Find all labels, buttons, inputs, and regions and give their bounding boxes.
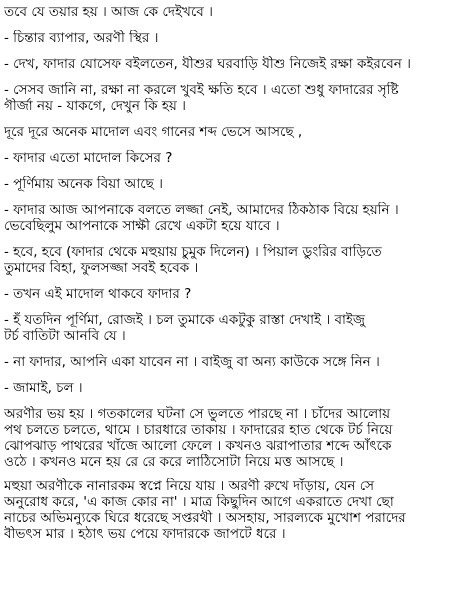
narration-line: পথ চলতে চলতে, থামে । চারধারে তাকায় । ফাদারের হাত থেকে টর্চ নিয়ে bbox=[4, 422, 393, 438]
narration-line: ঝোপঝাড় পাথরের খাঁজে আলো ফেলে । কখনও ঝরাপাতার শব্দে আঁৎকে bbox=[4, 438, 392, 454]
narration-line: বীভৎস মার । হঠাৎ ভয় পেয়ে ফাদারকে জাপটে ধরে । bbox=[4, 526, 286, 542]
dialogue-line: - জামাই, চল । bbox=[4, 380, 83, 396]
narration-line: মহুয়া অরণীকে নানারকম স্বপ্নে নিয়ে যায় । অরণী রুখে দাঁড়ায়, যেন সে bbox=[4, 478, 375, 494]
narration-line: নাচের অভিমন্যুকে ঘিরে ধরেছে সপ্তরথী । অসহায়, সারল্যকে মুখোশ পরাদের bbox=[4, 510, 406, 526]
text-line: টর্চ বাতিটা আনবি যে । bbox=[4, 328, 126, 344]
dialogue-line: - হঁ যতদিন পূর্ণিমা, রোজই । চল তুমাকে একটুকু রাস্তা দেখাই । বাইজু bbox=[4, 312, 365, 328]
dialogue-line: - পূর্ণিমায় অনেক বিয়া আছে । bbox=[4, 176, 163, 192]
text-line: তুমাদের বিহা, ফুলসজ্জা সবই হবেক । bbox=[4, 260, 199, 276]
dialogue-line: - ফাদার এতো মাদোল কিসের ? bbox=[4, 150, 173, 166]
dialogue-line: - তখন এই মাদোল থাকবে ফাদার ? bbox=[4, 286, 192, 302]
narration-line: অনুরোধ করে, 'এ কাজ কোর না' । মাত্র কিছুদিন আগে একরাতে দেখা ছো bbox=[4, 494, 394, 510]
narration-line: ওঠে । কখনও মনে হয় রে রে করে লাঠিসোটা নিয়ে মত্ত আসছে । bbox=[4, 454, 344, 470]
dialogue-line: - চিন্তার ব্যাপার, অরণী স্থির । bbox=[4, 30, 159, 46]
dialogue-line: - ফাদার আজ আপনাকে বলতে লজ্জা নেই, আমাদের ঠিকঠাক বিয়ে হয়নি । bbox=[4, 202, 399, 218]
narration-line: দূরে দূরে অনেক মাদোল এবং গানের শব্দ ভেসে আসছে , bbox=[4, 124, 303, 140]
dialogue-line: - না ফাদার, আপনি একা যাবেন না । বাইজু বা অন্য কাউকে সঙ্গে নিন । bbox=[4, 354, 380, 370]
text-line: ভেবেছিলুম আপনাকে সাক্ষী রেখে একটা হয়ে যাবে । bbox=[4, 218, 280, 234]
dialogue-line: - হবে, হবে (ফাদার থেকে মহুয়ায় চুমুক দিলেন) । পিয়াল ডুংরির বাড়িতে bbox=[4, 244, 382, 260]
dialogue-line: - দেখ, ফাদার যোসেফ বইলতেন, যীশুর ঘরবাড়ি যীশু নিজেই রক্ষা কইরবেন । bbox=[4, 56, 411, 72]
narration-line: অরণীর ভয় হয় । গতকালের ঘটনা সে ভুলতে পারছে না । চাঁদের আলোয় bbox=[4, 406, 391, 422]
text-line: তবে যে তয়ার হয় । আজ কে দেইখবে । bbox=[4, 4, 213, 20]
text-line: গীর্জা নয় - যাকগে, দেখুন কি হয় । bbox=[4, 98, 186, 114]
dialogue-line: - সেসব জানি না, রক্ষা না করলে খুবই ক্ষতি হবে । এতো শুধু ফাদারের সৃষ্টি bbox=[4, 82, 399, 98]
